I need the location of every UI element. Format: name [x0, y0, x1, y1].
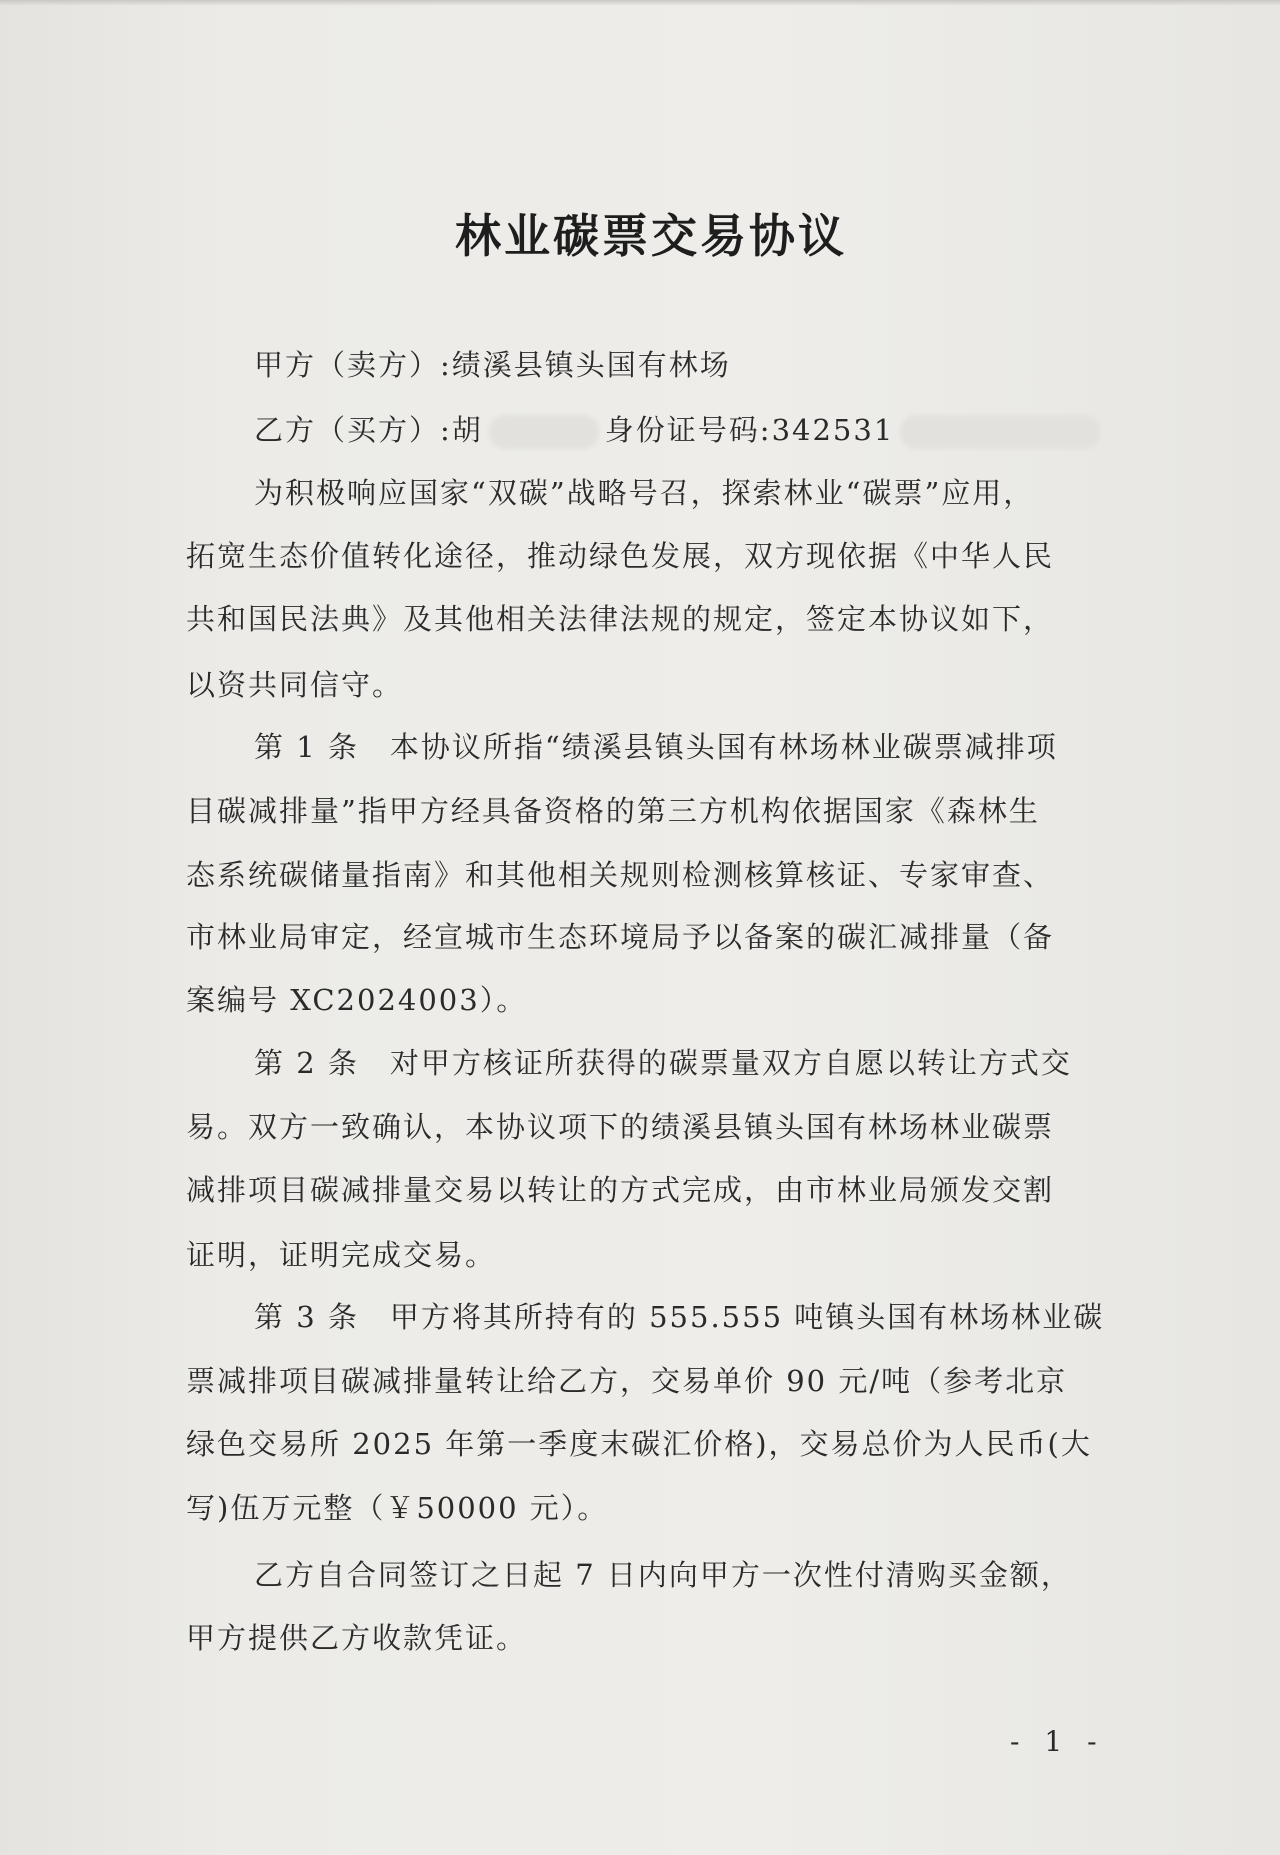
party-a-label: 甲方（卖方）: [254, 348, 452, 382]
page-number: - 1 - [1010, 1725, 1105, 1758]
party-b-label: 乙方（买方）: [254, 413, 452, 447]
article-2-line: 证明，证明完成交易。 [186, 1238, 497, 1272]
preamble-line: 共和国民法典》及其他相关法律法规的规定，签定本协议如下， [186, 602, 1055, 636]
redacted-id [900, 415, 1100, 449]
article-2-line: 第 2 条 对甲方核证所获得的碳票量双方自愿以转让方式交 [254, 1046, 1072, 1080]
party-b-line [254, 410, 1106, 450]
preamble-line: 拓宽生态价值转化途径，推动绿色发展，双方现依据《中华人民 [186, 539, 1055, 573]
article-1-line: 案编号 XC2024003）。 [186, 983, 528, 1017]
article-1-line: 第 1 条 本协议所指“绩溪县镇头国有林场林业碳票减排项 [254, 730, 1058, 764]
article-3-line: 写)伍万元整（￥50000 元）。 [186, 1491, 609, 1525]
party-b-id-label: 身份证号码: [604, 413, 772, 447]
article-3-line: 绿色交易所 2025 年第一季度末碳汇价格)，交易总价为人民币(大 [186, 1427, 1092, 1461]
payment-line: 甲方提供乙方收款凭证。 [186, 1621, 528, 1655]
article-3-line: 第 3 条 甲方将其所持有的 555.555 吨镇头国有林场林业碳 [254, 1300, 1105, 1334]
article-1-line: 市林业局审定，经宣城市生态环境局予以备案的碳汇减排量（备 [186, 920, 1055, 954]
party-a-value: 绩溪县镇头国有林场 [451, 348, 731, 382]
party-a-line [254, 345, 731, 385]
article-1-line: 目碳减排量”指甲方经具备资格的第三方机构依据国家《森林生 [186, 794, 1040, 828]
article-1-line: 态系统碳储量指南》和其他相关规则检测核算核证、专家审查、 [186, 858, 1055, 892]
article-2-line: 易。双方一致确认，本协议项下的绩溪县镇头国有林场林业碳票 [186, 1110, 1055, 1144]
document-title: 林业碳票交易协议 [455, 209, 847, 263]
article-2-line: 减排项目碳减排量交易以转让的方式完成，由市林业局颁发交割 [186, 1173, 1055, 1207]
redacted-name [489, 415, 599, 449]
payment-line: 乙方自合同签订之日起 7 日内向甲方一次性付清购买金额， [254, 1558, 1072, 1592]
article-3-line: 票减排项目碳减排量转让给乙方，交易单价 90 元/吨（参考北京 [186, 1364, 1068, 1398]
party-b-name: 胡 [451, 413, 483, 447]
party-b-id: 342531 [771, 413, 895, 447]
preamble-line: 以资共同信守。 [186, 668, 404, 702]
preamble-line: 为积极响应国家“双碳”战略号召，探索林业“碳票”应用， [254, 476, 1035, 510]
